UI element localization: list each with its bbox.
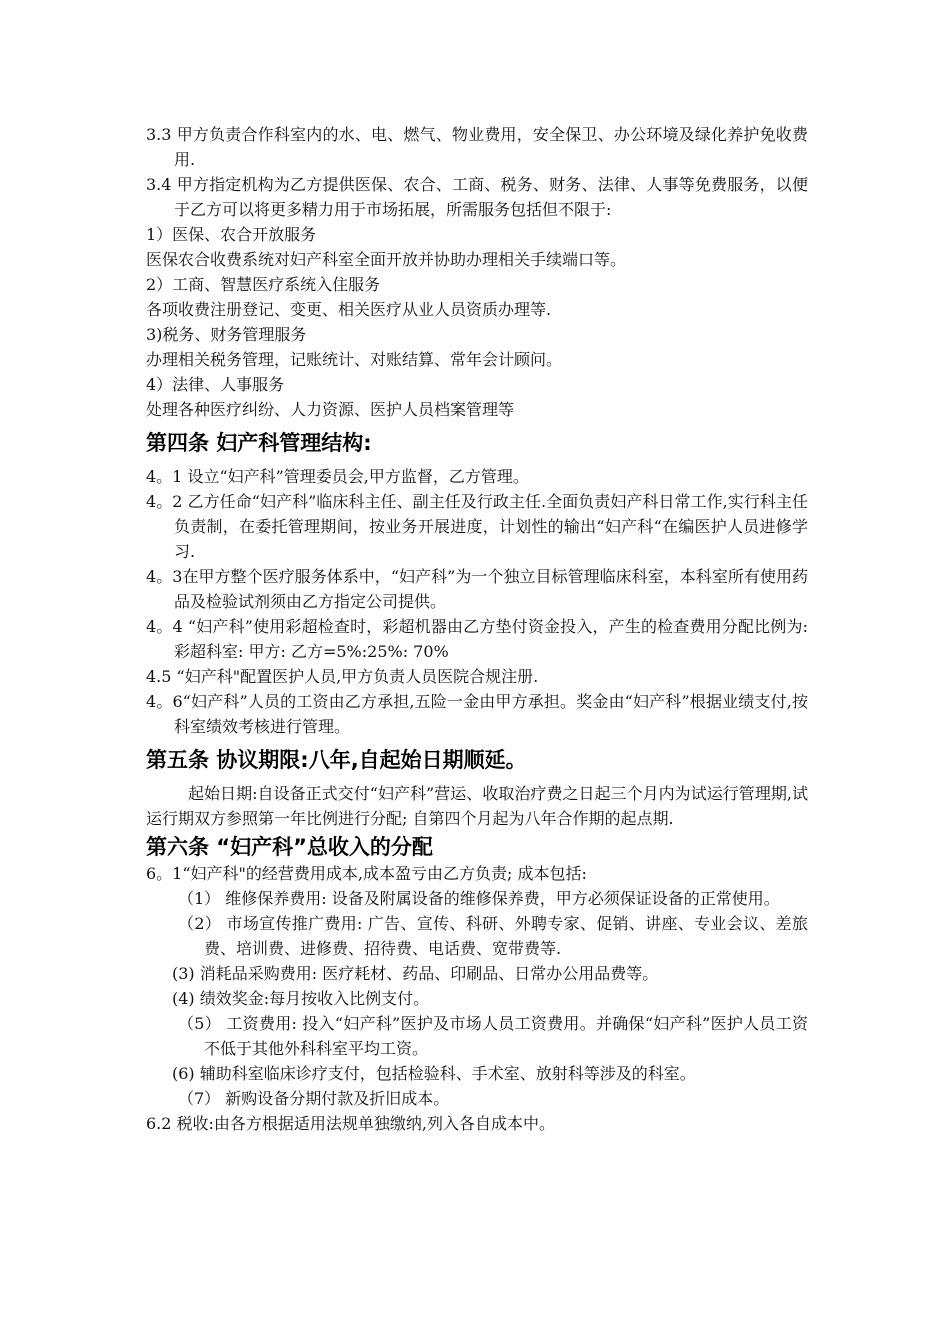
clause-4-3: 4。3在甲方整个医疗服务体系中，“妇产科”为一个独立目标管理临床科室，本科室所有使用药品及检验试剂须由乙方指定公司提供。 [146, 567, 808, 611]
cost-item-6: (6) 辅助科室临床诊疗支付，包括检验科、手术室、放射科等涉及的科室。 [172, 1064, 696, 1083]
cost-item-3: (3) 消耗品采购费用: 医疗耗材、药品、印刷品、日常办公用品费等。 [172, 964, 659, 983]
service-4-title: 4）法律、人事服务 [146, 375, 285, 394]
document-page [146, 122, 808, 1136]
clause-4-5: 4.5 “妇产科"配置医护人员,甲方负责人员医院合规注册. [146, 667, 539, 686]
article-4-heading: 第四条 妇产科管理结构: [146, 431, 372, 455]
service-1-desc: 医保农合收费系统对妇产科室全面开放并协助办理相关手续端口等。 [146, 250, 627, 269]
cost-item-7: （7） 新购设备分期付款及折旧成本。 [178, 1089, 450, 1108]
service-1-title: 1）医保、农合开放服务 [146, 225, 317, 244]
clause-6-1: 6。1“妇产科"的经营费用成本,成本盈亏由乙方负责; 成本包括: [146, 864, 587, 883]
cost-item-1: （1） 维修保养费用: 设备及附属设备的维修保养费，甲方必须保证设备的正常使用。 [178, 889, 780, 908]
service-3-desc: 办理相关税务管理，记账统计、对账结算、常年会计顾问。 [146, 350, 563, 369]
cost-item-2: （2） 市场宣传推广费用: 广告、宣传、科研、外聘专家、促销、讲座、专业会议、差旅费、培训费、进修费、招待费、电话费、宽带费等. [178, 914, 808, 958]
article-6-heading: 第六条 “妇产科”总收入的分配 [146, 835, 433, 859]
service-3-title: 3)税务、财务管理服务 [146, 325, 307, 344]
clause-6-2: 6.2 税收:由各方根据适用法规单独缴纳,列入各自成本中。 [146, 1114, 556, 1133]
clause-4-6: 4。6“妇产科”人员的工资由乙方承担,五险一金由甲方承担。奖金由“妇产科”根据业绩支付,按科室绩效考核进行管理。 [146, 692, 808, 736]
clause-4-2: 4。2 乙方任命“妇产科”临床科主任、副主任及行政主任.全面负责妇产科日常工作,实行科主任负责制，在委托管理期间，按业务开展进度，计划性的输出“妇产科“在编医护人员进修学习. [146, 492, 808, 561]
clause-3-4: 3.4 甲方指定机构为乙方提供医保、农合、工商、税务、财务、法律、人事等免费服务，以便于乙方可以将更多精力用于市场拓展，所需服务包括但不限于: [146, 175, 808, 219]
service-2-desc: 各项收费注册登记、变更、相关医疗从业人员资质办理等. [146, 300, 552, 319]
clause-4-4: 4。4 “妇产科”使用彩超检查时，彩超机器由乙方垫付资金投入，产生的检查费用分配比例为: 彩超科室: 甲方: 乙方=5%:25%: 70% [146, 617, 808, 661]
article-5-heading: 第五条 协议期限:八年,自起始日期顺延。 [146, 748, 527, 772]
clause-3-3: 3.3 甲方负责合作科室内的水、电、燃气、物业费用，安全保卫、办公环境及绿化养护免收费用. [146, 125, 808, 169]
cost-item-4: (4) 绩效奖金:每月按收入比例支付。 [172, 989, 430, 1008]
cost-item-5: （5） 工资费用: 投入“妇产科”医护及市场人员工资费用。并确保“妇产科”医护人员工资不低于其他外科科室平均工资。 [178, 1014, 808, 1058]
clause-4-1: 4。1 设立“妇产科”管理委员会,甲方监督，乙方管理。 [146, 467, 529, 486]
service-2-title: 2）工商、智慧医疗系统入住服务 [146, 275, 381, 294]
article-5-body: 起始日期:自设备正式交付“妇产科”营运、收取治疗费之日起三个月内为试运行管理期,试运行期双方参照第一年比例进行分配; 自第四个月起为八年合作期的起点期. [146, 784, 808, 828]
service-4-desc: 处理各种医疗纠纷、人力资源、医护人员档案管理等 [146, 400, 515, 419]
